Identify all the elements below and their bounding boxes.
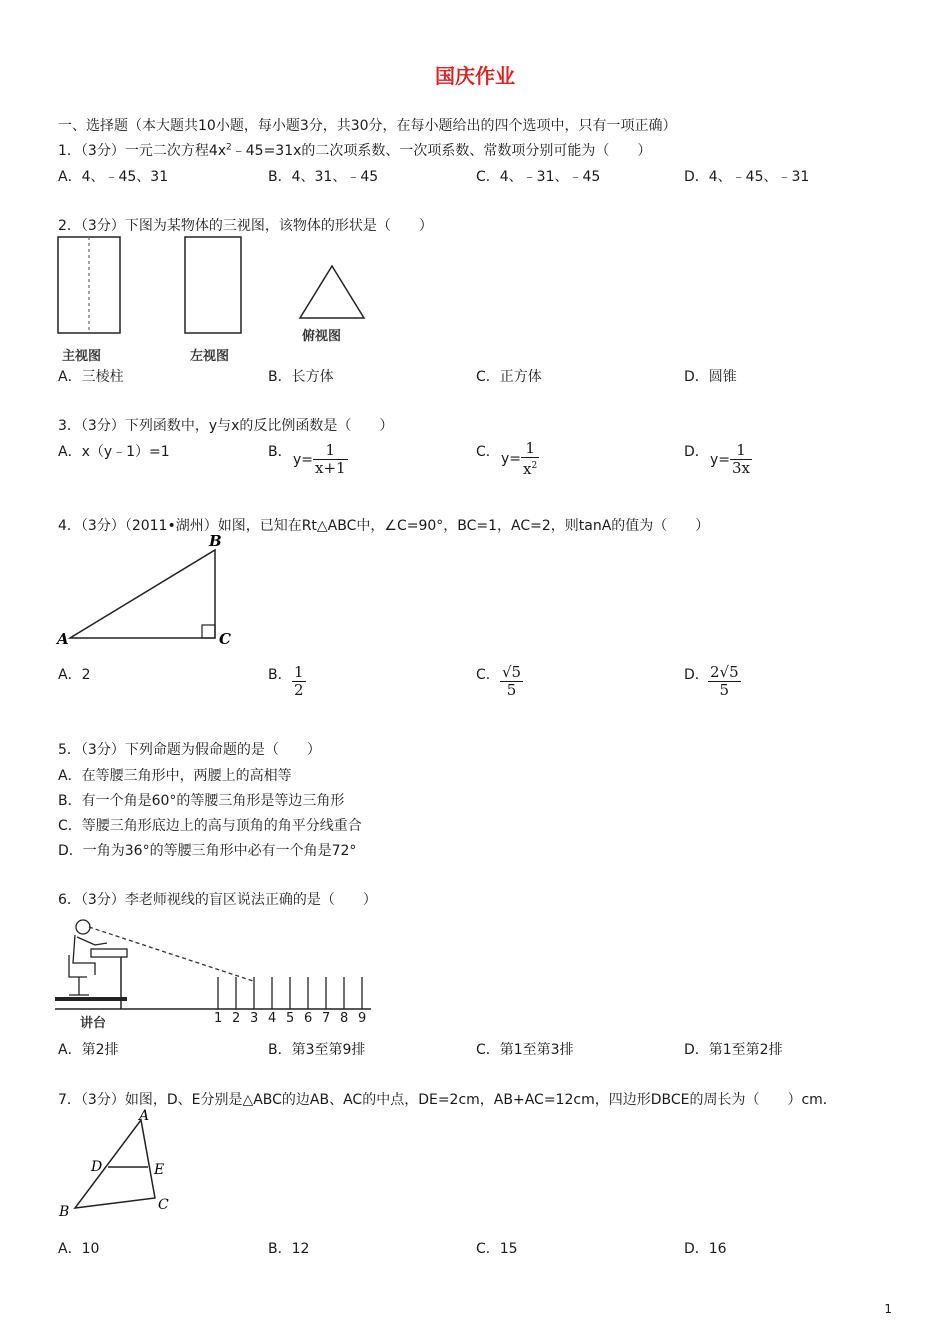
q7-vertex-c: C <box>158 1197 169 1213</box>
q6-option-b[interactable]: B．第3至第9排 <box>268 1042 366 1058</box>
q3-d-num: 1 <box>730 442 752 460</box>
section-heading: 一、选择题（本大题共10小题，每小题3分，共30分，在每小题给出的四个选项中，只有一项正确） <box>58 118 677 134</box>
q6-stem: 6．（3分）李老师视线的盲区说法正确的是（ ） <box>58 892 377 908</box>
row-label-8: 8 <box>340 1011 349 1026</box>
row-label-7: 7 <box>322 1011 331 1026</box>
q3-b-fraction <box>313 442 348 477</box>
q7-vertex-a: A <box>139 1108 150 1124</box>
q4-option-c[interactable] <box>476 664 500 684</box>
q1-stem-b: ﹣45=31x的二次项系数、一次项系数、常数项分别可能为（ ） <box>231 143 652 159</box>
q3-option-c-label: C． <box>476 444 500 460</box>
q4-option-d[interactable] <box>684 664 709 684</box>
q4-option-a[interactable]: A．2 <box>58 667 91 683</box>
q3-option-b-formula <box>293 442 348 477</box>
q4-stem: 4．（3分）（2011•湖州）如图，已知在Rt△ABC中，∠C=90°，BC=1，AC=2，则tanA的值为（ ） <box>58 518 710 534</box>
vertex-a-label: A <box>57 630 69 648</box>
row-ticks <box>218 977 362 1009</box>
q4-d-den: 5 <box>719 681 730 699</box>
row-label-9: 9 <box>358 1011 367 1026</box>
q5-option-c[interactable]: C．等腰三角形底边上的高与顶角的角平分线重合 <box>58 818 362 834</box>
podium-top <box>91 949 127 957</box>
q4-option-b-formula <box>292 664 306 699</box>
q4-option-c-label: C． <box>476 667 500 683</box>
q3-option-b-label: B． <box>268 444 292 460</box>
q3-b-den: x+1 <box>315 459 346 477</box>
teacher-chair <box>69 955 89 995</box>
q4-d-fraction <box>708 664 741 699</box>
q1-stem-a: 1．（3分）一元二次方程4x <box>58 143 227 159</box>
podium-base <box>55 997 127 1001</box>
q1-option-a[interactable]: A．4、﹣45、31 <box>58 169 169 185</box>
vertex-b-label: B <box>209 532 222 550</box>
row-label-2: 2 <box>232 1011 241 1026</box>
q3-stem: 3．（3分）下列函数中，y与x的反比例函数是（ ） <box>58 418 394 434</box>
q3-option-d-label: D． <box>684 444 709 460</box>
q5-option-d[interactable]: D．一角为36°的等腰三角形中必有一个角是72° <box>58 843 357 859</box>
q5-option-a[interactable]: A．在等腰三角形中，两腰上的高相等 <box>58 768 292 784</box>
q3-c-den: x <box>523 460 532 478</box>
midline-triangle-figure <box>55 1108 185 1223</box>
q5-option-b[interactable]: B．有一个角是60°的等腰三角形是等边三角形 <box>58 793 345 809</box>
q2-stem: 2．（3分）下图为某物体的三视图，该物体的形状是（ ） <box>58 218 433 234</box>
q4-c-den: 5 <box>506 681 517 699</box>
q2-option-c[interactable]: C．正方体 <box>476 369 542 385</box>
podium-label: 讲台 <box>80 1016 107 1031</box>
q6-option-a[interactable]: A．第2排 <box>58 1042 119 1058</box>
side-view-rect <box>185 237 241 333</box>
q4-option-d-formula <box>708 664 741 699</box>
q3-d-fraction <box>730 442 752 477</box>
q7-point-e: E <box>154 1162 165 1178</box>
q4-c-num: √5 <box>502 663 522 681</box>
q7-option-d[interactable]: D．16 <box>684 1241 727 1257</box>
row-label-1: 1 <box>214 1011 223 1026</box>
q5-stem: 5．（3分）下列命题为假命题的是（ ） <box>58 742 321 758</box>
triangle-abc-2 <box>75 1120 155 1208</box>
q7-option-b[interactable]: B．12 <box>268 1241 310 1257</box>
q1-stem-sup: 2 <box>226 142 232 153</box>
side-view-label: 左视图 <box>190 349 230 364</box>
page-number: 1 <box>884 1302 892 1316</box>
q3-option-a[interactable]: A．x（y﹣1）=1 <box>58 444 170 460</box>
q3-option-c[interactable] <box>476 441 500 461</box>
triangle-abc <box>70 550 215 638</box>
q1-stem <box>58 140 651 160</box>
q3-option-d[interactable] <box>684 441 709 461</box>
q4-b-den: 2 <box>294 681 304 699</box>
q1-option-d[interactable]: D．4、﹣45、﹣31 <box>684 169 810 185</box>
q2-option-b[interactable]: B．长方体 <box>268 369 334 385</box>
q3-c-y: y= <box>501 451 522 467</box>
q1-option-b[interactable]: B．4、31、﹣45 <box>268 169 379 185</box>
q3-d-y: y= <box>710 451 731 468</box>
q7-stem: 7．（3分）如图，D、E分别是△ABC的边AB、AC的中点，DE=2cm，AB+AC=12cm，四边形DBCE的周长为（ ）cm． <box>58 1092 837 1108</box>
q3-option-c-formula <box>501 440 539 478</box>
page-title: 国庆作业 <box>435 64 515 88</box>
q3-option-b[interactable] <box>268 441 292 461</box>
q4-option-b[interactable] <box>268 664 292 684</box>
q3-c-fraction <box>521 440 539 478</box>
row-label-4: 4 <box>268 1011 277 1026</box>
q3-c-sup: 2 <box>531 461 538 471</box>
q4-d-num: 2√5 <box>710 663 739 681</box>
q4-b-num: 1 <box>294 663 304 681</box>
right-angle-mark <box>202 625 215 638</box>
front-view-label: 主视图 <box>62 349 102 364</box>
right-triangle-figure <box>55 530 245 650</box>
q3-c-den-wrap <box>521 458 539 478</box>
q3-c-num: 1 <box>521 440 539 458</box>
q1-option-c[interactable]: C．4、﹣31、﹣45 <box>476 169 601 185</box>
row-label-5: 5 <box>286 1011 295 1026</box>
q4-option-d-label: D． <box>684 667 709 683</box>
q4-option-c-formula <box>500 664 523 699</box>
q7-option-a[interactable]: A．10 <box>58 1241 100 1257</box>
q7-point-d: D <box>91 1159 103 1175</box>
top-view-triangle <box>300 266 364 318</box>
q7-option-c[interactable]: C．15 <box>476 1241 518 1257</box>
q6-option-d[interactable]: D．第1至第2排 <box>684 1042 783 1058</box>
q3-d-den: 3x <box>732 459 751 477</box>
q3-b-y: y= <box>293 451 314 468</box>
q3-option-d-formula <box>710 442 752 477</box>
row-label-6: 6 <box>304 1011 313 1026</box>
teacher-head <box>76 920 90 934</box>
q3-b-num: 1 <box>313 442 348 460</box>
row-label-3: 3 <box>250 1011 259 1026</box>
q4-b-fraction <box>292 664 306 699</box>
vertex-c-label: C <box>219 630 231 648</box>
q4-c-fraction <box>500 664 523 699</box>
top-view-label: 俯视图 <box>302 329 342 344</box>
q4-option-b-label: B． <box>268 667 292 683</box>
q2-option-d[interactable]: D．圆锥 <box>684 369 737 385</box>
q2-option-a[interactable]: A．三棱柱 <box>58 369 124 385</box>
q6-option-c[interactable]: C．第1至第3排 <box>476 1042 574 1058</box>
q7-vertex-b: B <box>59 1204 70 1220</box>
